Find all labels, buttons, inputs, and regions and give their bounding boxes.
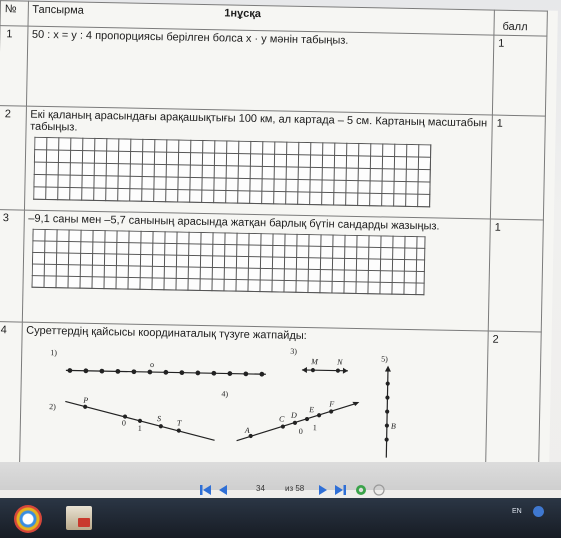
fig-label-d: D <box>290 410 297 420</box>
task-text: –9,1 саны мен –5,7 санының арасында жатқан барлық бүтін сандарды жазыңыз. <box>28 212 440 233</box>
fig-label-3: 3) <box>289 346 297 356</box>
task-text: Екі қаланың арасындағы арақашықтығы 100 км, ал картада – 5 см. Картаның масштабын табыңыз. <box>30 108 488 134</box>
fig-label-a: A <box>244 425 250 435</box>
header-variant: 1нұсқа <box>224 7 262 21</box>
fig-label-t: T <box>176 418 181 428</box>
browser-icon[interactable] <box>14 505 42 533</box>
fig-label-s: S <box>156 414 161 424</box>
row-number: 2 <box>0 106 26 211</box>
fig-label-e: E <box>308 405 314 415</box>
app-icon[interactable] <box>66 506 92 530</box>
refresh-icon[interactable] <box>354 484 368 496</box>
prev-page-icon[interactable] <box>216 484 230 496</box>
answer-grid <box>33 137 431 208</box>
fig-label-5: 5) <box>380 354 388 364</box>
row-number: 3 <box>0 210 24 323</box>
line-3 <box>301 367 347 374</box>
number-lines-figure <box>24 341 466 461</box>
fig-label-o: o <box>149 360 154 370</box>
page-current[interactable]: 34 <box>256 484 265 493</box>
fig-label-1: 1) <box>49 348 57 358</box>
first-page-icon[interactable] <box>199 484 213 496</box>
fig-label-one-2: 1 <box>137 423 142 433</box>
task-points: 2 <box>485 331 541 482</box>
fig-label-b: B <box>390 421 396 431</box>
fig-label-p: P <box>82 395 88 405</box>
fig-label-zero-4: 0 <box>298 426 303 436</box>
task-points: 1 <box>488 219 543 332</box>
row-number: 1 <box>0 26 28 107</box>
line-1 <box>65 369 265 376</box>
header-task: Тапсырма <box>32 3 84 17</box>
last-page-icon[interactable] <box>333 484 347 496</box>
fig-label-2: 2) <box>48 402 56 412</box>
task-points: 1 <box>492 35 547 116</box>
line-2 <box>64 401 215 440</box>
fig-label-c: C <box>278 414 284 424</box>
header-points: балл <box>502 20 528 34</box>
page-total: из 58 <box>285 484 305 493</box>
fig-label-m: M <box>310 357 318 367</box>
fig-label-one-4: 1 <box>312 423 317 433</box>
table-row <box>0 210 543 332</box>
fig-label-f: F <box>328 399 334 409</box>
viewer-toolbar <box>0 462 561 490</box>
stop-icon[interactable] <box>372 484 386 496</box>
tray-icon[interactable] <box>533 506 544 517</box>
task-points: 1 <box>490 115 545 220</box>
row-number: 4 <box>0 322 22 473</box>
line-4 <box>236 400 359 443</box>
task-text: Суреттердің қайсысы координаталық түзуге жатпайды: <box>26 324 307 343</box>
fig-label-n: N <box>336 357 343 367</box>
header-number: № <box>0 1 28 27</box>
line-5 <box>383 366 391 458</box>
fig-label-4: 4) <box>220 389 228 399</box>
table-row <box>0 26 547 116</box>
table-row <box>0 106 545 220</box>
next-page-icon[interactable] <box>316 484 330 496</box>
fig-label-zero-2: 0 <box>121 418 126 428</box>
task-text: 50 : x = y : 4 пропорциясы берілген болса x · y мәнін табыңыз. <box>26 26 494 115</box>
language-indicator[interactable]: EN <box>512 508 522 515</box>
table-row <box>0 322 541 482</box>
answer-grid <box>31 229 425 296</box>
